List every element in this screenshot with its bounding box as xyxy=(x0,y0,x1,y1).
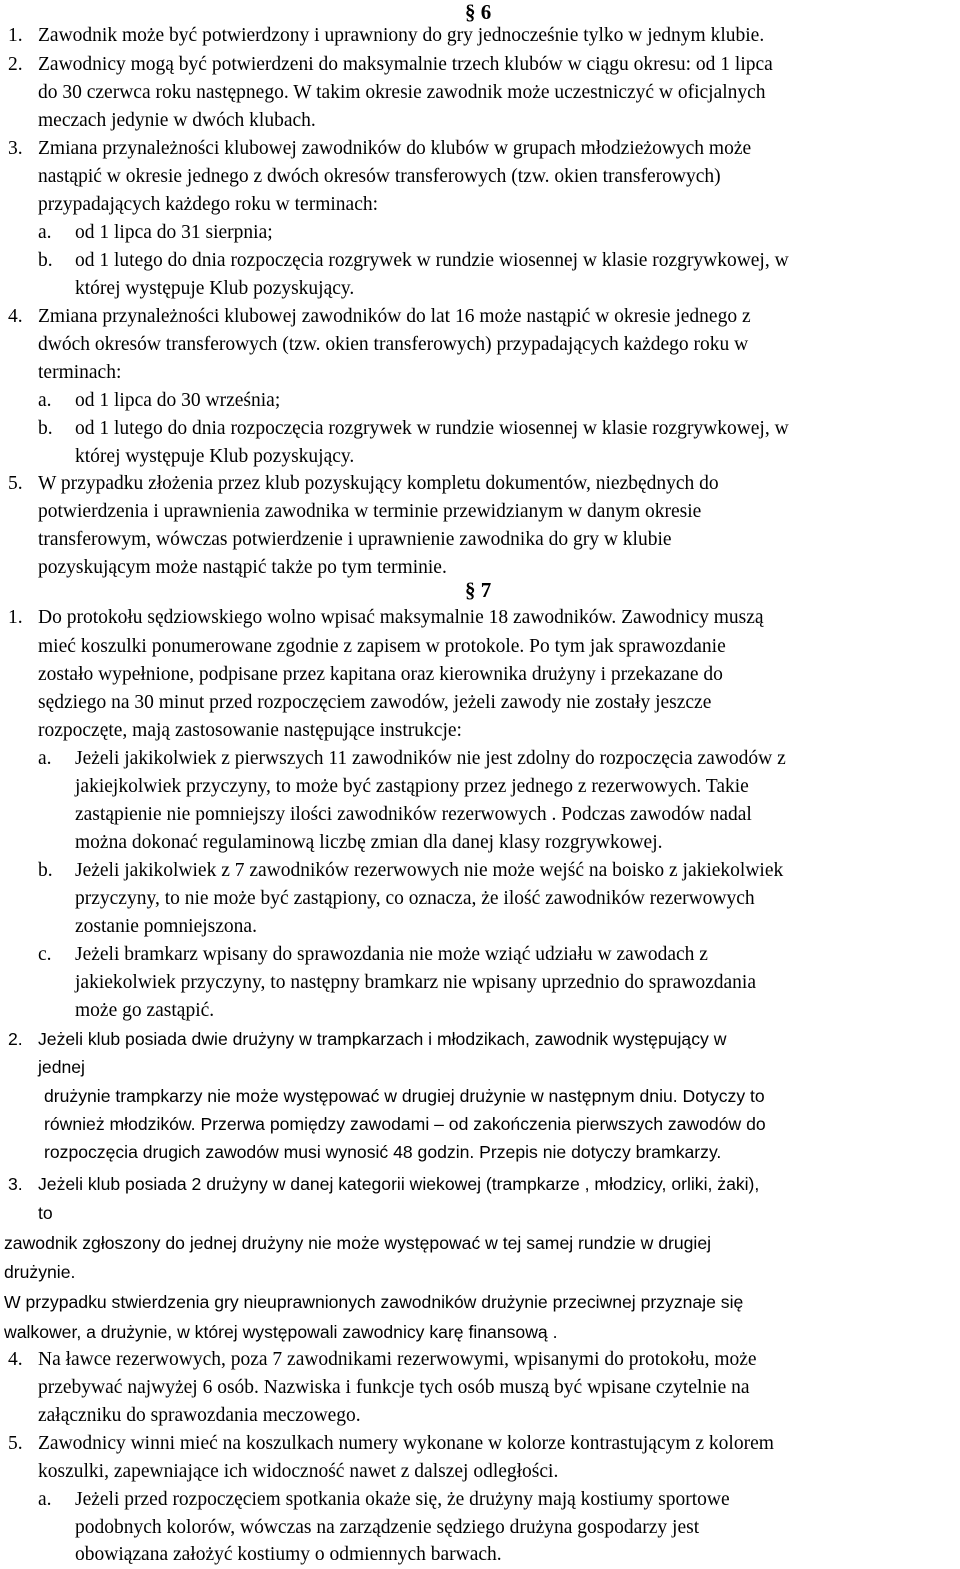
paragraph-line: koszulki, zapewniające ich widoczność nawet z dalszej odległości. xyxy=(38,1461,559,1482)
paragraph-line: załączniku do sprawozdania meczowego. xyxy=(38,1405,361,1426)
paragraph-line: Do protokołu sędziowskiego wolno wpisać maksymalnie 18 zawodników. Zawodnicy muszą xyxy=(38,607,764,628)
paragraph-line: do 30 czerwca roku następnego. W takim okresie zawodnik może uczestniczyć w oficjalnych xyxy=(38,82,766,103)
item-number: 2. xyxy=(8,1029,23,1049)
paragraph-line: potwierdzenia i uprawnienia zawodnika w terminie przewidzianym w danym okresie xyxy=(38,501,702,522)
item-number: 4. xyxy=(8,306,23,327)
paragraph-line: transferowym, wówczas potwierdzenie i uprawnienie zawodnika do gry w klubie xyxy=(38,529,672,550)
paragraph-line: drużynie trampkarzy nie może występować w drugiej drużynie w następnym dniu. Dotyczy to xyxy=(44,1086,765,1106)
paragraph-line: drużynie. xyxy=(4,1262,76,1282)
subitem-line: jakiekolwiek przyczyny, to następny bramkarz nie wpisany uprzednio do sprawozdania xyxy=(75,972,757,993)
item-number: 5. xyxy=(8,473,23,494)
paragraph-line: jednej xyxy=(38,1057,85,1077)
subitem-line: jakiejkolwiek przyczyny, to może być zastąpiony przez jednego z rezerwowych. Takie xyxy=(75,776,749,797)
paragraph-line: rozpoczęte, mają zastosowanie następujące instrukcje: xyxy=(38,720,462,741)
subitem-mark: b. xyxy=(38,250,53,271)
item-number: 1. xyxy=(8,25,23,46)
subitem-mark: b. xyxy=(38,860,53,881)
subitem-line: może go zastąpić. xyxy=(75,1000,215,1021)
item-number: 3. xyxy=(8,138,23,159)
paragraph-line: to xyxy=(38,1203,53,1223)
paragraph-line: Jeżeli klub posiada dwie drużyny w trampkarzach i młodzikach, zawodnik występujący w xyxy=(38,1029,727,1049)
subitem-line: przyczyny, to nie może być zastąpiony, co oznacza, że ilość zawodników rezerwowych xyxy=(75,888,755,909)
paragraph-line: dwóch okresów transferowych (tzw. okien transferowych) przypadających każdego roku w xyxy=(38,334,749,355)
section-heading-6: § 6 xyxy=(465,0,492,24)
subitem-line: Jeżeli przed rozpoczęciem spotkania okaże się, że drużyny mają kostiumy sportowe xyxy=(75,1489,730,1510)
subitem-line: zostanie pomniejszona. xyxy=(75,916,257,937)
subitem-line: od 1 lipca do 31 sierpnia; xyxy=(75,222,273,243)
paragraph-line: mieć koszulki ponumerowane zgodnie z zapisem w protokole. Po tym jak sprawozdanie xyxy=(38,636,726,657)
subitem-mark: c. xyxy=(38,944,52,965)
item-number: 5. xyxy=(8,1433,23,1454)
subitem-line: Jeżeli bramkarz wpisany do sprawozdania nie może wziąć udziału w zawodach z xyxy=(75,944,708,965)
subitem-mark: a. xyxy=(38,1489,52,1510)
subitem-line: można dokonać regulaminową liczbę zmian dla danej klasy rozgrywkowej. xyxy=(75,832,663,853)
section-heading-7: § 7 xyxy=(465,578,492,602)
item-number: 4. xyxy=(8,1349,23,1370)
paragraph-line: zostało wypełnione, podpisane przez kapitana oraz kierownika drużyny i przekazane do xyxy=(38,664,723,685)
paragraph-line: W przypadku złożenia przez klub pozyskujący kompletu dokumentów, niezbędnych do xyxy=(38,473,719,494)
paragraph-line: przypadających każdego roku w terminach: xyxy=(38,194,379,215)
subitem-line: której występuje Klub pozyskujący. xyxy=(75,278,355,299)
subitem-mark: b. xyxy=(38,418,53,439)
item-number: 3. xyxy=(8,1174,23,1194)
paragraph-line: nastąpić w okresie jednego z dwóch okresów transferowych (tzw. okien transferowych) xyxy=(38,166,721,187)
paragraph-line: Zawodnicy mogą być potwierdzeni do maksymalnie trzech klubów w ciągu okresu: od 1 lipca xyxy=(38,54,773,75)
subitem-line: obowiązana założyć kostiumy o odmiennych barwach. xyxy=(75,1544,502,1565)
subitem-mark: a. xyxy=(38,222,52,243)
paragraph-line: Zmiana przynależności klubowej zawodników do klubów w grupach młodzieżowych może xyxy=(38,138,752,159)
subitem-mark: a. xyxy=(38,390,52,411)
subitem-line: od 1 lutego do dnia rozpoczęcia rozgrywek w rundzie wiosennej w klasie rozgrywkowej, w xyxy=(75,418,789,439)
paragraph-line: rozpoczęcia drugich zawodów musi wynosić 48 godzin. Przepis nie dotyczy bramkarzy. xyxy=(44,1142,722,1162)
subitem-line: Jeżeli jakikolwiek z 7 zawodników rezerwowych nie może wejść na boisko z jakiekolwiek xyxy=(75,860,784,881)
paragraph-line: sędziego na 30 minut przed rozpoczęciem zawodów, jeżeli zawody nie zostały jeszcze xyxy=(38,692,712,713)
paragraph-line: zawodnik zgłoszony do jednej drużyny nie może występować w tej samej rundzie w drugiej xyxy=(4,1233,712,1253)
paragraph-line: przebywać najwyżej 6 osób. Nazwiska i funkcje tych osób muszą być wpisane czytelnie na xyxy=(38,1377,750,1398)
paragraph-line: Jeżeli klub posiada 2 drużyny w danej kategorii wiekowej (trampkarze , młodzicy, orliki, żaki), xyxy=(38,1174,760,1194)
paragraph-line: meczach jedynie w dwóch klubach. xyxy=(38,110,316,131)
subitem-line: Jeżeli jakikolwiek z pierwszych 11 zawodników nie jest zdolny do rozpoczęcia zawodów z xyxy=(75,748,786,769)
subitem-mark: a. xyxy=(38,748,52,769)
subitem-line: od 1 lipca do 30 września; xyxy=(75,390,281,411)
paragraph-line: Na ławce rezerwowych, poza 7 zawodnikami rezerwowymi, wpisanymi do protokołu, może xyxy=(38,1349,757,1370)
paragraph-line: Zawodnicy winni mieć na koszulkach numery wykonane w kolorze kontrastującym z kolorem xyxy=(38,1433,774,1454)
paragraph-line: Zmiana przynależności klubowej zawodników do lat 16 może nastąpić w okresie jednego z xyxy=(38,306,751,327)
item-number: 2. xyxy=(8,54,23,75)
subitem-line: zastąpienie nie pomniejszy ilości zawodników rezerwowych . Podczas zawodów nadal xyxy=(75,804,752,825)
paragraph-line: pozyskującym może nastąpić także po tym terminie. xyxy=(38,557,447,578)
paragraph-line: Zawodnik może być potwierdzony i uprawniony do gry jednocześnie tylko w jednym klubie. xyxy=(38,25,765,46)
paragraph-line: również młodzików. Przerwa pomiędzy zawodami – od zakończenia pierwszych zawodów do xyxy=(44,1114,766,1134)
paragraph-line: W przypadku stwierdzenia gry nieuprawnionych zawodników drużynie przeciwnej przyznaje się xyxy=(4,1292,744,1312)
paragraph-line: terminach: xyxy=(38,362,122,383)
paragraph-line: walkower, a drużynie, w której występowali zawodnicy karę finansową . xyxy=(4,1322,558,1342)
subitem-line: od 1 lutego do dnia rozpoczęcia rozgrywek w rundzie wiosennej w klasie rozgrywkowej, w xyxy=(75,250,789,271)
subitem-line: której występuje Klub pozyskujący. xyxy=(75,446,355,467)
subitem-line: podobnych kolorów, wówczas na zarządzenie sędziego drużyna gospodarzy jest xyxy=(75,1517,700,1538)
item-number: 1. xyxy=(8,607,23,628)
